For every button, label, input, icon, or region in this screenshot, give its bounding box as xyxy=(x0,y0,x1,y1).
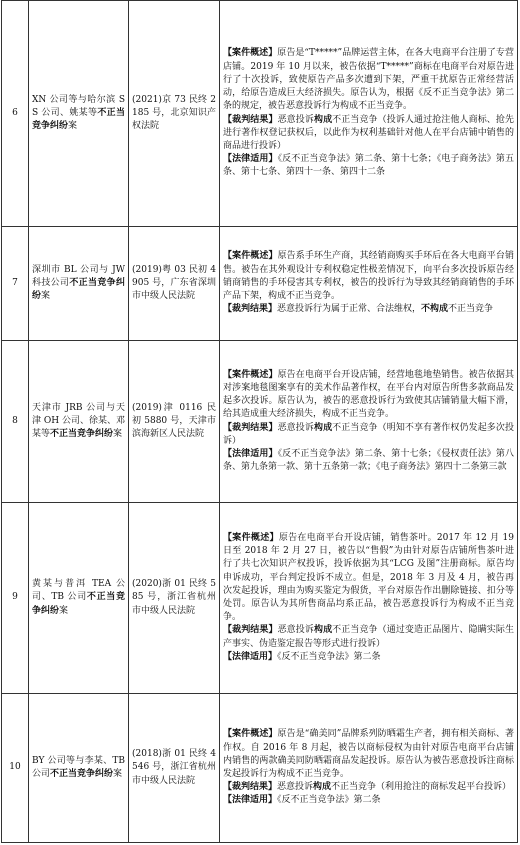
case-description xyxy=(220,694,518,843)
case-result: 【裁判结果】恶意投诉构成不正当竞争（投诉人通过抢注他人商标、抢先进行著作权登记获权后，以此作为权利基础针对他人在平台店铺中销售的商品进行投诉） xyxy=(223,114,514,151)
case-number: 9 xyxy=(2,503,29,694)
case-name: BY 公司等与李某、TB 公司不正当竞争纠纷案 xyxy=(29,694,129,843)
case-overview: 【案件概述】原告在电商平台开设店铺，销售茶叶。2017 年 12 月 19 日至 2018 年 2 月 27 日，被告以“售假”为由针对原告店铺所售茶叶进行了共七次知识产权投诉，投诉依据为其“LCG 及图”注册商标。原告均申诉成功，平台判定投诉不成立。但是，2018 年 3 月及 4 月，被告再次发起投诉，理由为购买鉴定为假货，平台对原告作出删除链接、扣分等处罚。原告认为其所售商品均系正品，被告恶意投诉行为构成不正当竞争。 xyxy=(223,532,514,623)
case-number: 10 xyxy=(2,694,29,843)
case-court: (2020)浙 01 民终 585 号，浙江省杭州市中级人民法院 xyxy=(129,503,220,694)
case-name: XN 公司等与哈尔滨 SS 公司、姚某等不正当竞争纠纷案 xyxy=(29,1,129,227)
case-result: 【裁判结果】恶意投诉行为属于正常、合法维权，不构成不正当竞争 xyxy=(223,304,494,315)
table-row xyxy=(2,694,518,843)
table-row xyxy=(2,341,518,503)
table-row xyxy=(2,503,518,694)
case-overview: 【案件概述】原告系手环生产商，其经销商购买手环后在各大电商平台销售。被告在其外观设计专利权稳定性极差情况下，向平台多次投诉原告经销商销售的手环侵害其专利权，被告的投诉行为导致其经销商销售的手环产品下架，构成不正当竞争。 xyxy=(223,251,514,302)
case-court: (2021)京 73 民终 2185 号，北京知识产权法院 xyxy=(129,1,220,227)
case-overview: 【案件概述】原告是“确美同”品牌系列防晒霜生产者，拥有相关商标、著作权。自 2016 年 8 月起，被告以商标侵权为由针对原告电商平台店铺内销售的两款确美同防晒霜商品发起投诉。原告认为被告恶意投诉注商标发起投诉行为构成不正当竞争。 xyxy=(223,729,514,779)
case-table-body xyxy=(2,1,518,843)
table-row xyxy=(2,1,518,227)
case-description xyxy=(220,227,518,341)
case-law: 【法律适用】《反不正当竞争法》第二条 xyxy=(223,651,381,662)
case-result: 【裁判结果】恶意投诉构成不正当竞争（明知不享有著作权仍发起多次投诉） xyxy=(223,422,514,446)
case-result: 【裁判结果】恶意投诉构成不正当竞争（通过变造正品图片、隐瞒实际生产事实、伪造鉴定报告等形式进行投诉） xyxy=(223,625,514,649)
case-name: 黄某与普洱 TEA 公司、TB 公司不正当竞争纠纷案 xyxy=(29,503,129,694)
case-overview: 【案件概述】原告是“T*****”品牌运营主体，在各大电商平台注册了专营店铺。2019 年 10 月以来，被告依据“T*****”商标在电商平台对原告进行了十次投诉，致使原告产品多次遭到下架，严重干扰原告正常经营活动，给原告造成巨大经济损失。原告认为，根据《反不正当竞争法》第二条的规定，被告恶意投诉行为构成不正当竞争。 xyxy=(223,48,514,112)
case-court: (2019)粤 03 民初 4905 号，广东省深圳市中级人民法院 xyxy=(129,227,220,341)
case-number: 7 xyxy=(2,227,29,341)
case-law: 【法律适用】《反不正当竞争法》第二条 xyxy=(223,795,381,806)
case-name: 天津市 JRB 公司与天津 OH 公司、徐某、邓某等不正当竞争纠纷案 xyxy=(29,341,129,503)
case-description xyxy=(220,341,518,503)
case-number: 6 xyxy=(2,1,29,227)
case-law: 【法律适用】《反不正当竞争法》第二条、第十七条；《侵权责任法》第八条、第九条第一款、第十五条第一款；《电子商务法》第四十二条第三款 xyxy=(223,448,514,473)
case-court: (2019)津 0116 民初 5880 号，天津市滨海新区人民法院 xyxy=(129,341,220,503)
case-law: 【法律适用】《反不正当竞争法》第二条、第十七条；《电子商务法》第五条、第十七条、第四十一条、第四十二条 xyxy=(223,154,514,178)
case-description xyxy=(220,503,518,694)
case-name: 深圳市 BL 公司与 JW 科技公司不正当竞争纠纷案 xyxy=(29,227,129,341)
case-description xyxy=(220,1,518,227)
case-table xyxy=(1,0,518,843)
case-overview: 【案件概述】原告在电商平台开设店铺，经营地毯地垫销售。被告依据其对涉案地毯图案享有的美术作品著作权，在平台内对原告所售多款商品发起多次投诉。原告认为，被告的恶意投诉行为致使其店铺销量大幅下滑，给其造成重大经济损失，构成不正当竞争。 xyxy=(223,369,514,420)
table-row xyxy=(2,227,518,341)
case-number: 8 xyxy=(2,341,29,503)
case-result: 【裁判结果】恶意投诉构成不正当竞争（利用抢注的商标发起平台投诉） xyxy=(223,782,512,793)
case-court: (2018)浙 01 民终 4546 号，浙江省杭州市中级人民法院 xyxy=(129,694,220,843)
